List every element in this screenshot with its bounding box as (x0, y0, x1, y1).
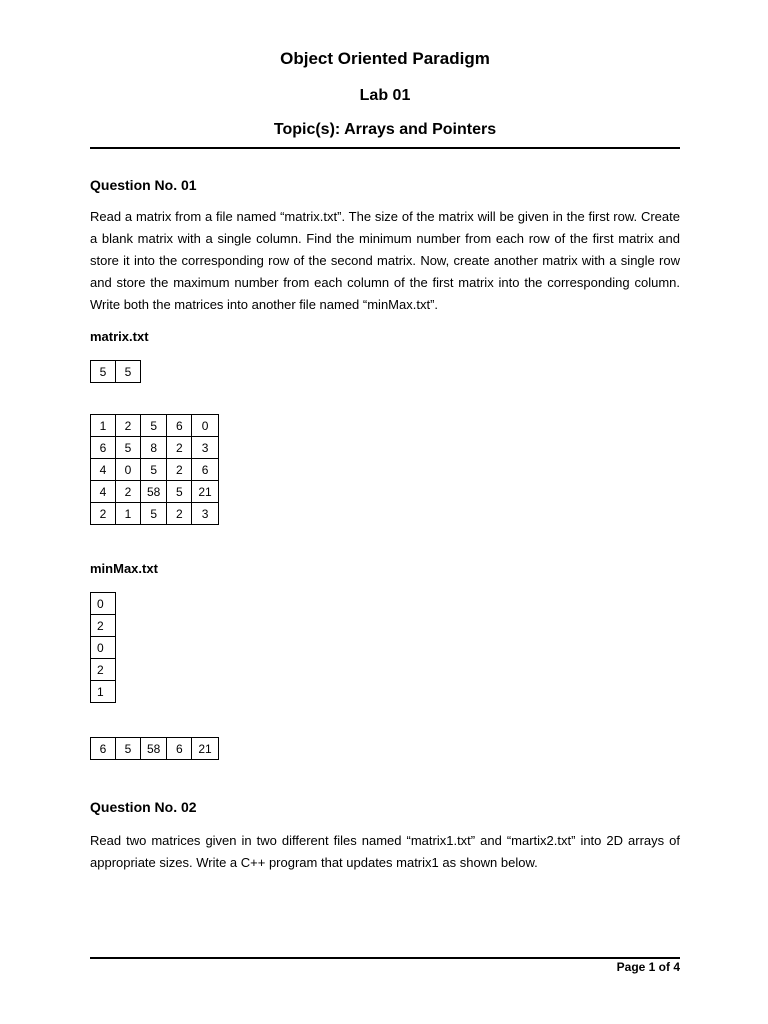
minmax-file-label: minMax.txt (90, 561, 158, 576)
max-cell: 58 (141, 738, 167, 760)
matrix-cell: 3 (192, 437, 218, 459)
matrix-cell: 2 (167, 437, 192, 459)
matrix-cell: 0 (192, 415, 218, 437)
page-number: Page 1 of 4 (616, 960, 680, 974)
matrix-cell: 5 (141, 415, 167, 437)
question-1-heading: Question No. 01 (90, 177, 197, 193)
max-cell: 6 (167, 738, 192, 760)
table-row (91, 593, 116, 615)
table-row (91, 415, 219, 437)
matrix-cell: 2 (116, 481, 141, 503)
question-2-heading: Question No. 02 (90, 799, 197, 815)
table-row (91, 481, 219, 503)
matrix-cell: 2 (91, 503, 116, 525)
matrix-cell: 1 (116, 503, 141, 525)
table-row (91, 459, 219, 481)
matrix-cell: 5 (116, 437, 141, 459)
matrix-cell: 2 (167, 459, 192, 481)
size-table (90, 360, 141, 383)
matrix-cell: 4 (91, 481, 116, 503)
min-cell: 2 (91, 659, 116, 681)
matrix-cell: 6 (91, 437, 116, 459)
topic-line: Topic(s): Arrays and Pointers (273, 121, 497, 138)
max-cell: 5 (116, 738, 141, 760)
table-row (91, 615, 116, 637)
max-row-table (90, 737, 219, 760)
document-title: Object Oriented Paradigm (280, 49, 490, 68)
matrix-cell: 5 (167, 481, 192, 503)
lab-number: Lab 01 (359, 87, 411, 104)
max-cell: 6 (91, 738, 116, 760)
table-row (91, 637, 116, 659)
matrix-file-label: matrix.txt (90, 329, 149, 344)
table-row (91, 361, 141, 383)
table-row (91, 738, 219, 760)
max-cell: 21 (192, 738, 218, 760)
matrix-table (90, 414, 219, 525)
matrix-cell: 21 (192, 481, 218, 503)
question-2-text: Read two matrices given in two different files named “matrix1.txt” and “martix2.txt” into 2D arrays of appropriate sizes. Write a C++ program that updates matrix1 as shown below. (90, 833, 680, 870)
matrix-cell: 1 (91, 415, 116, 437)
min-cell: 1 (91, 681, 116, 703)
min-cell: 2 (91, 615, 116, 637)
table-row (91, 681, 116, 703)
min-cell: 0 (91, 637, 116, 659)
min-cell: 0 (91, 593, 116, 615)
matrix-cell: 4 (91, 459, 116, 481)
matrix-cell: 3 (192, 503, 218, 525)
size-cell: 5 (116, 361, 141, 383)
min-column-table (90, 592, 116, 703)
matrix-cell: 0 (116, 459, 141, 481)
matrix-cell: 6 (192, 459, 218, 481)
matrix-cell: 58 (141, 481, 167, 503)
footer-divider (90, 957, 680, 959)
table-row (91, 437, 219, 459)
matrix-cell: 5 (141, 503, 167, 525)
matrix-cell: 5 (141, 459, 167, 481)
question-1-text: Read a matrix from a file named “matrix.txt”. The size of the matrix will be given in the first row. Create a blank matrix with a single column. Find the minimum number from each row of the first matrix and store it into the corresponding row of the second matrix. Now, create another matrix with a single row and store the maximum number from each column of the first matrix into the corresponding column. Write both the matrices into another file named “minMax.txt”. (90, 209, 680, 312)
matrix-cell: 2 (167, 503, 192, 525)
matrix-cell: 2 (116, 415, 141, 437)
table-row (91, 659, 116, 681)
table-row (91, 503, 219, 525)
size-cell: 5 (91, 361, 116, 383)
matrix-cell: 6 (167, 415, 192, 437)
header-divider (90, 147, 680, 149)
matrix-cell: 8 (141, 437, 167, 459)
